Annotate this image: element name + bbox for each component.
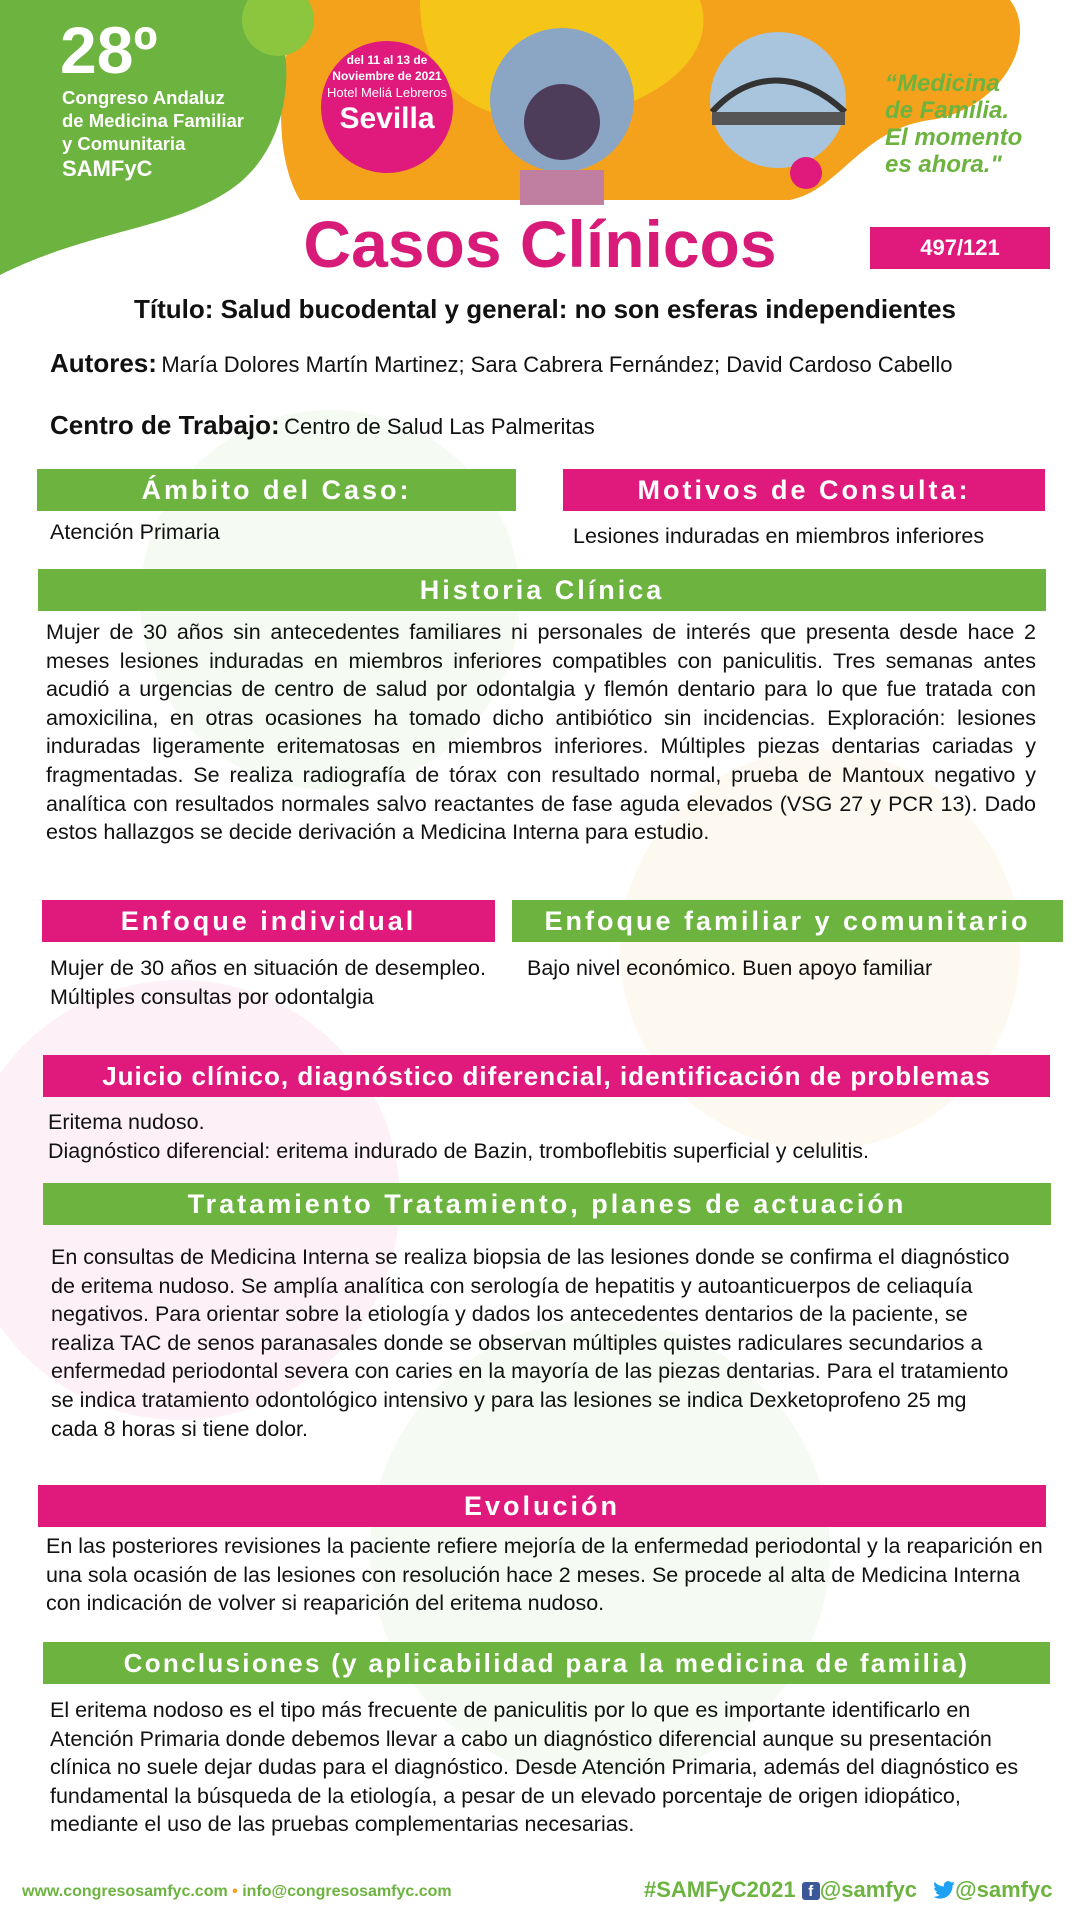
slogan: “Medicina de Familia. El momento es ahora." [885, 70, 1023, 178]
congress-number: 28º [60, 13, 158, 87]
enfoque-individual-heading: Enfoque individual [42, 900, 495, 942]
footer-contact [22, 1880, 452, 1904]
motivos-heading: Motivos de Consulta: [563, 469, 1045, 511]
hashtag: #SAMFyC2021 [644, 1877, 796, 1902]
facebook-icon: f [802, 1882, 820, 1900]
juicio-line1: Eritema nudoso. [48, 1110, 205, 1134]
venue-badge: del 11 al 13 de Noviembre de 2021 Hotel Meliá Lebreros Sevilla [327, 53, 447, 135]
evolucion-heading: Evolución [38, 1485, 1046, 1527]
facebook-handle[interactable]: @samfyc [819, 1877, 918, 1902]
footer-separator: • [232, 1883, 238, 1900]
workplace-label: Centro de Trabajo: [50, 410, 280, 440]
evolucion-text: En las posteriores revisiones la paciente refiere mejoría de la enfermedad periodontal y la reaparición en una sola ocasión de las lesiones con resolución hace 2 meses. Se procede al alta de Medicina Interna con indicación de volver si reaparición del eritema nudoso. [46, 1534, 1043, 1616]
juicio-line2: Diagnóstico diferencial: eritema indurado de Bazin, tromboflebitis superficial y celulitis. [48, 1139, 869, 1163]
juicio-heading: Juicio clínico, diagnóstico diferencial, identificación de problemas [43, 1055, 1050, 1097]
conclusiones-heading: Conclusiones (y aplicabilidad para la medicina de familia) [43, 1642, 1050, 1684]
authors-label: Autores: [50, 348, 157, 378]
authors-value: María Dolores Martín Martinez; Sara Cabrera Fernández; David Cardoso Cabello [161, 352, 953, 377]
enfoque-individual-text: Mujer de 30 años en situación de desempleo. Múltiples consultas por odontalgia [50, 956, 486, 1009]
website-link[interactable]: www.congresosamfyc.com [22, 1883, 228, 1900]
workplace-value: Centro de Salud Las Palmeritas [284, 414, 595, 439]
historia-text: Mujer de 30 años sin antecedentes familiares ni personales de interés que presenta desde hace 2 meses lesiones induradas en miembros inferiores compatibles con paniculitis. Tres semanas antes acudió a urgencias de centro de salud por odontalgia y flemón dentario para lo que fue tratada con amoxicilina, en otras ocasiones ha tomado dicho antibiótico sin incidencias. Exploración: lesiones induradas ligeramente eritematosas en miembros inferiores. Múltiples piezas dentarias cariadas y fragmentadas. Se realiza radiografía de tórax con resultado normal, prueba de Mantoux negativo y analítica con resultados normales salvo reactantes de fase aguda elevados (VSG 27 y PCR 13). Dado estos hallazgos se decide derivación a Medicina Interna para estudio. [46, 620, 1036, 845]
pink-dot [790, 157, 822, 189]
case-number-badge: 497/121 [870, 227, 1050, 269]
motivos-value: Lesiones induradas en miembros inferiores [573, 524, 985, 548]
footer-social [644, 1874, 1052, 1906]
email-link[interactable]: info@congresosamfyc.com [242, 1883, 452, 1900]
conclusiones-text: El eritema nodoso es el tipo más frecuente de paniculitis por lo que es importante identificarlo en Atención Primaria donde debemos llevar a cabo un diagnóstico diferencial aunque su presentación clínica no suele dejar dudas para el diagnóstico. Desde Atención Primaria, además del diagnóstico es fundamental la búsqueda de la etiología, a pesar de un elevado porcentaje de origen idiopático, mediante el uso de las pruebas complementarias necesarias. [50, 1698, 1019, 1837]
ambito-value: Atención Primaria [50, 520, 220, 544]
case-title: Título: Salud bucodental y general: no son esferas independientes [133, 294, 957, 324]
page-title: Casos Clínicos [303, 207, 777, 281]
historia-heading: Historia Clínica [38, 569, 1046, 611]
twitter-handle[interactable]: @samfyc [955, 1877, 1053, 1902]
workplace [50, 410, 595, 441]
twitter-icon [933, 1881, 955, 1899]
enfoque-familiar-heading: Enfoque familiar y comunitario [512, 900, 1063, 942]
enfoque-familiar-text: Bajo nivel económico. Buen apoyo familiar [527, 956, 933, 980]
tratamiento-heading: Tratamiento Tratamiento, planes de actuación [43, 1183, 1051, 1225]
authors [50, 348, 952, 379]
congress-name: Congreso Andaluz de Medicina Familiar y Comunitaria SAMFyC [62, 87, 244, 181]
tratamiento-text: En consultas de Medicina Interna se realiza biopsia de las lesiones donde se confirma el diagnóstico de eritema nudoso. Se amplía analítica con serología de hepatitis y autoanticuerpos de celiaquía negativos. Para orientar sobre la etiología y dados los antecedentes dentarios de la paciente, se realiza TAC de senos paranasales donde se observan múltiples quistes radiculares secundarios a enfermedad periodontal severa con caries en la mayoría de las piezas dentarias. Para el tratamiento se indica tratamiento odontológico intensivo y para las lesiones se indica Dexketoprofeno 25 mg cada 8 horas si tiene dolor. [51, 1245, 1010, 1441]
ambito-heading: Ámbito del Caso: [37, 469, 516, 511]
